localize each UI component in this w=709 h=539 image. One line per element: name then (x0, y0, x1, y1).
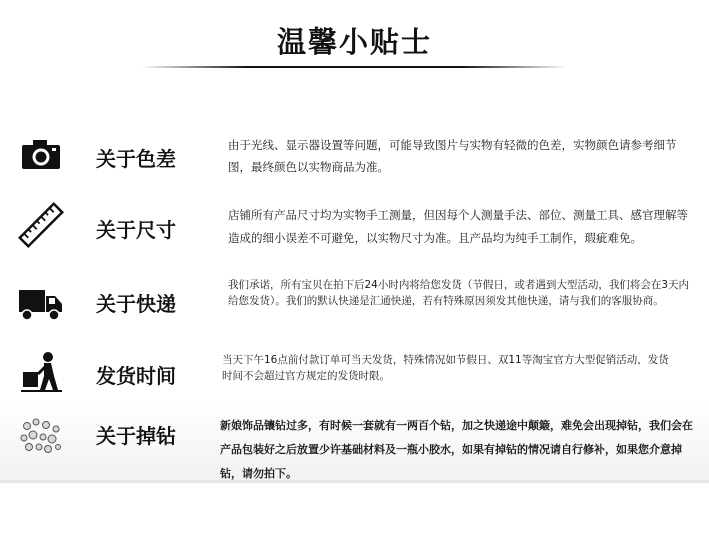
page-title: 温馨小贴士 (276, 25, 432, 59)
delivery-person-icon (18, 350, 64, 396)
section-label: 发货时间 (96, 364, 176, 388)
title-divider (141, 66, 568, 68)
section-rhinestones (0, 410, 709, 480)
section-text: 店铺所有产品尺寸均为实物手工测量，但因每个人测量手法、部位、测量工具、感官理解等造成的细小误差不可避免，以实物尺寸为准。且产品均为纯手工制作，瑕疵难免。 (228, 208, 688, 245)
section-label: 关于快递 (96, 292, 176, 316)
ruler-icon (18, 202, 64, 248)
camera-icon (18, 132, 64, 178)
section-text: 当天下午16点前付款订单可当天发货，特殊情况如节假日、双11等淘宝官方大型促销活动，发货时间不会超过官方规定的发货时限。 (222, 354, 669, 382)
section-shipping (0, 272, 709, 342)
section-color-difference (0, 120, 709, 190)
truck-icon (18, 280, 64, 326)
section-label: 关于掉钻 (96, 424, 176, 448)
section-text: 新娘饰品镶钻过多，有时候一套就有一两百个钻，加之快递途中颠簸，难免会出现掉钻，我们会在产品包装好之后放置少许基础材料及一瓶小胶水，如果有掉钻的情况请自行修补，如果您介意掉钻，请勿拍下。 (220, 419, 693, 480)
section-label: 关于色差 (96, 147, 176, 171)
section-size (0, 196, 709, 266)
section-text: 我们承诺，所有宝贝在拍下后24小时内将给您发货（节假日，或者遇到大型活动，我们将会在3天内给您发货）。我们的默认快递是汇通快递，若有特殊原因须发其他快递，请与我们的客服协商。 (228, 279, 690, 307)
section-label: 关于尺寸 (96, 218, 176, 242)
rhinestones-icon (18, 414, 64, 460)
section-text: 由于光线、显示器设置等问题，可能导致图片与实物有轻微的色差，实物颜色请参考细节图，最终颜色以实物商品为准。 (228, 138, 677, 174)
